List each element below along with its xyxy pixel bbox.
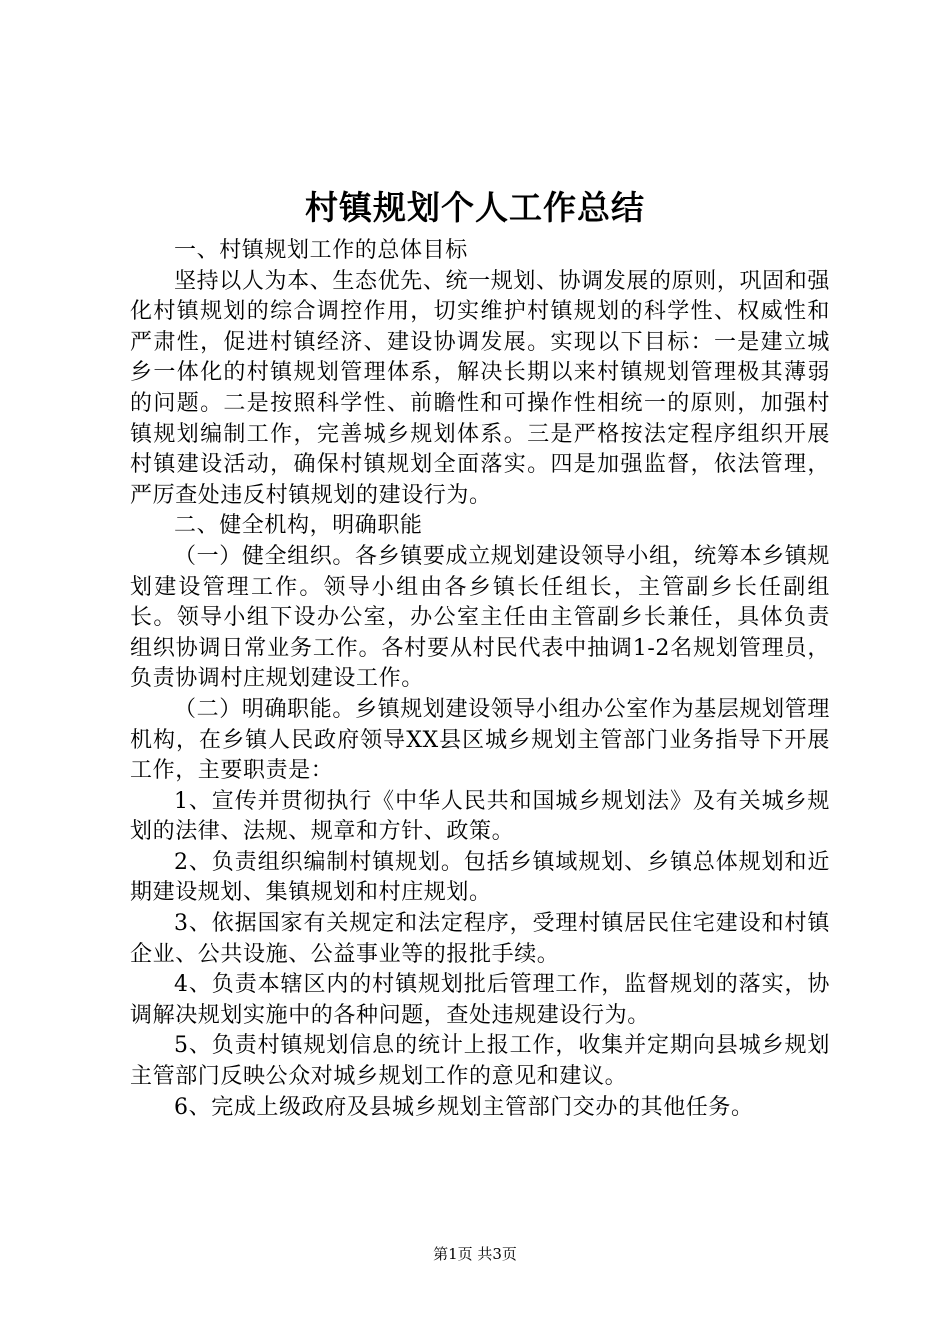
document-body [130,236,830,1123]
section-heading: 一、村镇规划工作的总体目标 [174,238,468,263]
list-item: 6、完成上级政府及县城乡规划主管部门交办的其他任务。 [174,1094,754,1120]
page-number: 第1页 共3页 [433,1245,517,1263]
list-item: 2、负责组织编制村镇规划。包括乡镇域规划、乡镇总体规划和近期建设规划、集镇规划和村庄规划。 [130,849,830,906]
list-item: 4、负责本辖区内的村镇规划批后管理工作，监督规划的落实，协调解决规划实施中的各种问题，查处违规建设行为。 [130,972,830,1028]
list-item: 1、宣传并贯彻执行《中华人民共和国城乡规划法》及有关城乡规划的法律、法规、规章和方针、政策。 [130,788,830,845]
section-heading: 二、健全机构，明确职能 [174,513,423,539]
paragraph: （二）明确职能。乡镇规划建设领导小组办公室作为基层规划管理机构，在乡镇人民政府领导XX县区城乡规划主管部门业务指导下开展工作，主要职责是： [130,696,830,784]
paragraph: （一）健全组织。各乡镇要成立规划建设领导小组，统筹本乡镇规划建设管理工作。领导小组由各乡镇长任组长，主管副乡长任副组长。领导小组下设办公室，办公室主任由主管副乡长兼任，具体负责组织协调日常业务工作。各村要从村民代表中抽调1-2名规划管理员，负责协调村庄规划建设工作。 [130,543,830,692]
list-item: 5、负责村镇规划信息的统计上报工作，收集并定期向县城乡规划主管部门反映公众对城乡规划工作的意见和建议。 [130,1033,830,1090]
list-item: 3、依据国家有关规定和法定程序，受理村镇居民住宅建设和村镇企业、公共设施、公益事业等的报批手续。 [130,911,830,967]
paragraph: 坚持以人为本、生态优先、统一规划、协调发展的原则，巩固和强化村镇规划的综合调控作用，切实维护村镇规划的科学性、权威性和严肃性，促进村镇经济、建设协调发展。实现以下目标：一是建立城乡一体化的村镇规划管理体系，解决长期以来村镇规划管理极其薄弱的问题。二是按照科学性、前瞻性和可操作性相统一的原则，加强村镇规划编制工作，完善城乡规划体系。三是严格按法定程序组织开展村镇建设活动，确保村镇规划全面落实。四是加强监督，依法管理，严厉查处违反村镇规划的建设行为。 [130,268,830,508]
document-title: 村镇规划个人工作总结 [305,188,645,227]
